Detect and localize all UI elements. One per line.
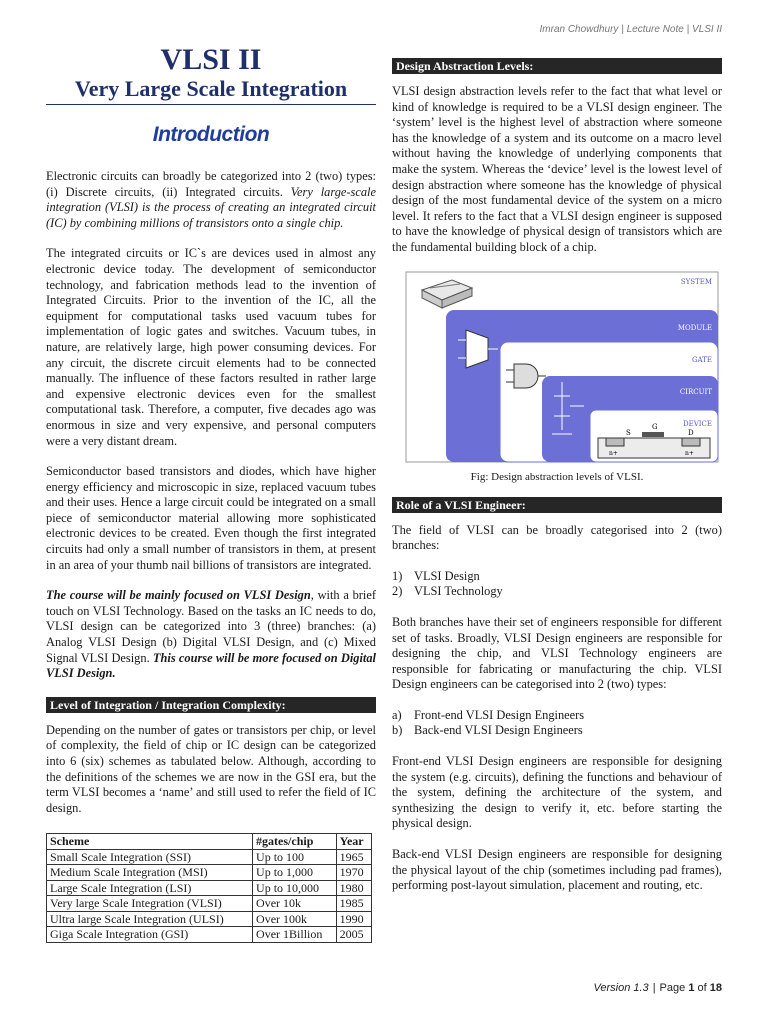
version-label: Version 1.3 (593, 982, 649, 994)
table-cell: Giga Scale Integration (GSI) (47, 927, 253, 943)
abstraction-figure (402, 270, 722, 465)
table-cell: 1965 (336, 849, 371, 865)
page-total: 18 (709, 982, 722, 994)
label-gate-terminal: G (652, 422, 658, 431)
intro-paragraph-2: The integrated circuits or IC`s are devices used in almost any electronic device today. The development of semiconductor technology, and fabrication methods lead to the invention of Integrated Circuits. Prior to the invention of the IC, all the equipment for computational tasks used vacuum tubes for implementation of logic gates and switches. Vacuum tubes, in nature, are relatively large, high power consuming devices. For any circuit, the discrete circuit elements had to be connected manually. The influence of these factors resulted in rather large and expensive electronic devices even for the smallest computational task. Therefore, a computer, five decades ago was enormous in size and very expensive, and personal computers were a very distant dream. (46, 246, 376, 448)
table-cell: 1990 (336, 911, 371, 927)
intro-paragraph-4 (46, 588, 376, 682)
table-cell: Large Scale Integration (LSI) (47, 880, 253, 896)
list-marker: a) (392, 707, 402, 722)
doc-title: VLSI II (160, 43, 262, 76)
intro-p4-text: , with a brief touch on VLSI Technology. Based on the tasks an IC needs to do, VLSI design can be categorized into 3 (three) branches: (a) Analog VLSI Design (b) Digital VLSI Design, and (c) Mixed Signal VLSI Design. (46, 588, 376, 665)
abstraction-heading: Design Abstraction Levels: (392, 58, 722, 74)
list-text: Back-end VLSI Design Engineers (414, 723, 583, 738)
label-gate: GATE (691, 355, 712, 364)
role-paragraph-3: Front-end VLSI Design engineers are responsible for designing the system (e.g. circuits), defining the functions and behaviour of the system, defining the architecture of the system, and synthesizing the design to verify it, etc. before starting the physical design. (392, 754, 722, 831)
integration-heading: Level of Integration / Integration Complexity: (46, 697, 376, 713)
table-row (47, 896, 372, 912)
list-item (392, 723, 722, 739)
table-header-cell: #gates/chip (253, 834, 337, 850)
table-cell: Up to 100 (253, 849, 337, 865)
table-body (47, 849, 372, 942)
figure-caption: Fig: Design abstraction levels of VLSI. (470, 470, 644, 483)
table-cell: Over 10k (253, 896, 337, 912)
intro-heading: Introduction (152, 123, 270, 146)
page-footer: Version 1.3 | Page 1 of 18 (593, 982, 722, 994)
label-module: MODULE (677, 323, 712, 332)
table-header-cell: Year (336, 834, 371, 850)
branch-list (392, 569, 722, 600)
abstraction-paragraph: VLSI design abstraction levels refer to the fact that what level or kind of knowledge is required to be a VLSI design engineer. The ‘system’ level is the highest level of abstraction where someone has the knowledge of a system and its outcome on a macro level without having the knowledge of underlying components that make the system. Whereas the ‘device’ level is the lowest level of design abstraction where someone has the knowledge of physical design of the most fundamental device of the system on a micro level. It refers to the fact that a VLSI design engineer is supposed to have the knowledge of physical design of transistors which are the fundamental building block of a chip. (392, 84, 722, 254)
table-cell: Small Scale Integration (SSI) (47, 849, 253, 865)
doc-subtitle: Very Large Scale Integration (46, 76, 376, 105)
label-circuit: CIRCUIT (679, 387, 712, 396)
integration-table (46, 833, 372, 943)
course-focus-bold: The course will be mainly focused on VLSI Design (46, 588, 311, 603)
abstraction-diagram (402, 270, 722, 465)
intro-paragraph-1 (46, 169, 376, 231)
table-cell: 1970 (336, 865, 371, 881)
course-focus-bold-2: This course will be more focused on Digital VLSI Design. (46, 650, 376, 681)
table-cell: Ultra large Scale Integration (ULSI) (47, 911, 253, 927)
table-cell: 1985 (336, 896, 371, 912)
integration-paragraph: Depending on the number of gates or transistors per chip, or level of complexity, the field of chip or IC design can be categorized into 6 (six) schemes as tabulated below. Although, according to the definitions of the schemes we are now in the GSI era, but the term VLSI becomes a ‘name’ and still used to refer the field of IC design. (46, 722, 376, 815)
list-item (392, 708, 722, 724)
of-word: of (697, 982, 707, 994)
list-text: VLSI Design (414, 568, 480, 583)
running-header: Imran Chowdhury | Lecture Note | VLSI II (539, 24, 722, 35)
engineer-type-list (392, 708, 722, 739)
list-marker: 2) (392, 584, 403, 599)
table-row (47, 865, 372, 881)
label-nplus-left: n+ (609, 449, 618, 457)
table-cell: Up to 10,000 (253, 880, 337, 896)
table-header-row (47, 834, 372, 850)
list-marker: b) (392, 723, 403, 738)
table-row (47, 880, 372, 896)
list-text: VLSI Technology (414, 584, 503, 599)
intro-p1-italic: Very large-scale integration (VLSI) is the process of creating an integrated circuit (IC) by combining millions of transistors onto a single chip. (46, 184, 376, 230)
table-header-cell: Scheme (47, 834, 253, 850)
intro-paragraph-3: Semiconductor based transistors and diodes, which have higher energy efficiency and microscopic in size, replaced vacuum tubes and their uses. Hence a large circuit could be integrated on a small piece of semiconductor material allowing more sophisticated electronic devices to be created. Even though the first integrated circuits had only a small number of transistors in them, at present in an area of your thumb nail billions of transistors are integrated. (46, 464, 376, 572)
table-cell: 1980 (336, 880, 371, 896)
intro-p1-text: Electronic circuits can broadly be categorized into 2 (two) types: (i) Discrete circuits, (ii) Integrated circuits. (46, 169, 376, 199)
list-item (392, 569, 722, 585)
table-cell: Over 1Billion (253, 927, 337, 943)
table-cell: 2005 (336, 927, 371, 943)
left-column (46, 40, 376, 943)
page-word: Page (659, 982, 686, 994)
role-paragraph-4: Back-end VLSI Design engineers are responsible for designing the physical layout of the chip (sometimes including pad frames), performing post-layout simulation, placement and routing, etc. (392, 847, 722, 893)
list-text: Front-end VLSI Design Engineers (414, 707, 585, 722)
table-cell: Over 100k (253, 911, 337, 927)
right-column (392, 58, 722, 894)
label-nplus-right: n+ (685, 449, 694, 457)
label-system: SYSTEM (680, 277, 712, 286)
table-cell: Up to 1,000 (253, 865, 337, 881)
list-marker: 1) (392, 568, 403, 583)
table-row (47, 927, 372, 943)
role-heading: Role of a VLSI Engineer: (392, 497, 722, 513)
role-paragraph-2: Both branches have their set of engineers responsible for different set of tasks. Broadly, VLSI Design engineers are responsible for designing the chip, and VLSI Technology engineers are responsible for fabricating or manufacturing the chip. VLSI Design engineers can be categorised into 2 (two) types: (392, 614, 722, 692)
table-cell: Very large Scale Integration (VLSI) (47, 896, 253, 912)
label-device: DEVICE (682, 419, 712, 428)
table-cell: Medium Scale Integration (MSI) (47, 865, 253, 881)
list-item (392, 584, 722, 600)
page-number: 1 (688, 982, 695, 994)
role-paragraph-1: The field of VLSI can be broadly categorised into 2 (two) branches: (392, 522, 722, 553)
label-drain: D (688, 428, 694, 437)
table-row (47, 911, 372, 927)
label-source: S (626, 428, 631, 437)
table-row (47, 849, 372, 865)
